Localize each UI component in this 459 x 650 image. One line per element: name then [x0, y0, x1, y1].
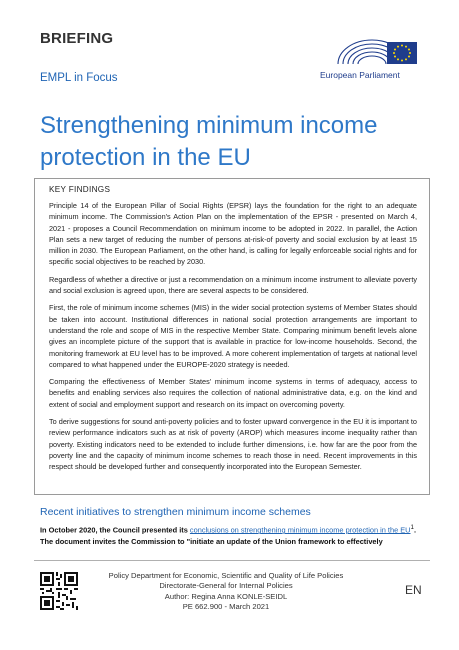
page-title — [40, 110, 430, 174]
intro-paragraph — [40, 522, 422, 547]
council-conclusions-link[interactable]: conclusions on strengthening minimum income protection in the EU — [189, 525, 411, 535]
footnote-ref[interactable]: 1 — [410, 524, 414, 531]
directorate: Directorate-General for Internal Policies — [159, 581, 293, 591]
footer-divider — [34, 560, 430, 561]
reference-date: PE 662.900 - March 2021 — [182, 602, 270, 612]
key-findings-paragraph: Principle 14 of the European Pillar of Social Rights (EPSR) lays the foundation for the right to an adequate minimum income. The Commission's Action Plan on the implementation of the EPSR - presented on March 4, 2021 - proposes a Council Recommendation on minimum income to be adopted in 2022. In parallel, the Action Plan sets a new target of reducing the number of persons at-risk-of poverty and social exclusion by at least 15 million in 2030. The European Parliament, on the other hand, is calling for legally enforceable social rights and for specific social objectives to be reached by 2030. — [49, 201, 417, 267]
org-name: European Parliament — [320, 70, 400, 80]
section-heading: Recent initiatives to strengthen minimum income schemes — [40, 506, 311, 518]
title-line-1: Strengthening minimum income — [40, 112, 378, 139]
key-findings-paragraph: First, the role of minimum income schemes (MIS) in the wider social protection systems of Member States should be taken into account. Institutional differences in national social protection arrangements are important to understand the role and scope of MIS in the respective Member State. Comparing minimum benefit levels alone gives an incomplete picture of the support that is available in practice for low-income households. Second, the monitoring framework at EU level has to be improved. A more coherent implementation of targets at national level compared to what happened under the EUROPE-2020 strategy is needed. — [49, 303, 417, 369]
policy-department: Policy Department for Economic, Scientific and Quality of Life Policies — [108, 571, 344, 580]
intro-text-end: . The document invites the Commission to "initiate an update of the Union framework to effectively — [40, 525, 417, 546]
footer-info — [96, 571, 356, 613]
title-line-2: protection in the EU — [40, 144, 251, 171]
author: Author: Regina Anna KONLE-SEIDL — [164, 591, 288, 601]
qr-code-icon — [40, 572, 78, 610]
language-code: EN — [405, 583, 422, 597]
intro-text-start: In October 2020, the Council presented its — [40, 525, 190, 535]
key-findings-paragraph: Regardless of whether a directive or just a recommendation on a minimum income instrument to alleviate poverty and social exclusion is agreed upon, there are several aspects to be considered. — [49, 274, 417, 296]
parliament-hemicycle-icon — [332, 28, 422, 72]
key-findings-paragraph: Comparing the effectiveness of Member States' minimum income systems in terms of adequacy, access to benefits and enabling services also requires the collection of national administrative data, e.g. on the kind and extent of social and employment support and research on its impact on overcoming poverty. — [49, 377, 417, 409]
key-findings-heading: KEY FINDINGS — [49, 185, 111, 194]
key-findings-box — [34, 178, 430, 495]
key-findings-paragraph: To derive suggestions for sound anti-poverty policies and to foster upward convergence in the EU it is important to review performance indicators such as at risk of poverty (AROP) which measures income inequality rather than poverty. Existing indicators need to be extended to include further dimensions, i.e. how far are the poor from the poverty line and the capacity of minimum income schemes to reach those in need. Recent improvements in this respect should be developed further and consequently incorporated into the European Semester. — [49, 417, 417, 472]
doc-type-label: BRIEFING — [40, 30, 114, 47]
section-label: EMPL in Focus — [40, 72, 118, 84]
